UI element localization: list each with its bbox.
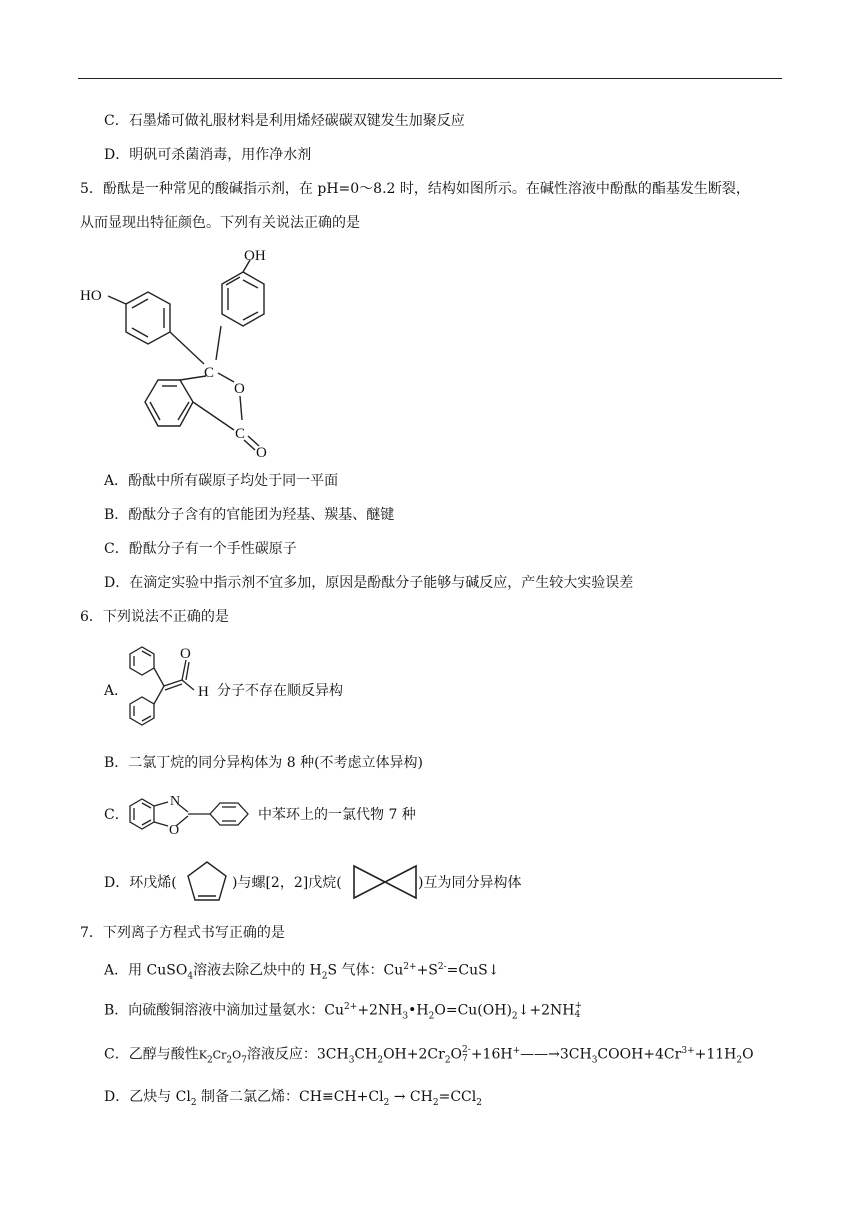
carbonyl-o-label: O: [256, 445, 267, 461]
q6-option-c-label: C．: [104, 807, 129, 823]
q6-option-a-label: A．: [104, 683, 129, 699]
q6-option-c-text: 中苯环上的一氯代物 7 种: [258, 807, 416, 823]
cyclopentene-structure: [182, 856, 232, 908]
q7-stem: 7．下列离子方程式书写正确的是: [80, 925, 285, 941]
q5-option-c: C．酚酞分子有一个手性碳原子: [104, 541, 297, 557]
q6-option-d-mid: )与螺[2，2]戊烷(: [232, 875, 342, 891]
phenylbenzoxazole-structure: [126, 790, 254, 840]
oxazole-n-label: N: [170, 794, 181, 809]
central-c-label: C: [204, 365, 215, 381]
q7-option-c: C．乙醇与酸性$K_2Cr_2O_7$溶液反应：$3CH_3CH_2OH+2Cr_2O$ 2- 7 $+16H^+——\to 3CH_3COOH+4Cr^{3+}+11H_2O$: [104, 1044, 754, 1066]
ring-o-label: O: [234, 381, 245, 397]
q5-option-a: A．酚酞中所有碳原子均处于同一平面: [104, 473, 339, 489]
oh-top-label: OH: [244, 248, 266, 264]
ho-left-label: HO: [80, 288, 102, 304]
q6-option-a-text: 分子不存在顺反异构: [217, 683, 343, 699]
q5-stem-line2: 从而显现出特征颜色。下列有关说法正确的是: [80, 215, 360, 231]
q5-option-b: B．酚酞分子含有的官能团为羟基、羰基、醚键: [104, 507, 395, 523]
oxazole-o-label: O: [169, 823, 180, 838]
carbonyl-c-label: C: [235, 426, 246, 442]
q7-option-a: A．用 CuSO$_4$溶液去除乙炔中的 $H_2S$ 气体：$Cu^{2+}+S^{2-}=CuS↓$: [104, 962, 500, 982]
q7-option-d: D．乙炔与 $Cl_2$ 制备二氯乙烯：$CH\equiv CH+Cl_2 \to CH_2=CCl_2$: [104, 1089, 482, 1108]
q6-stem: 6．下列说法不正确的是: [80, 609, 229, 625]
q6-option-d-label: D．环戊烯(: [104, 875, 177, 891]
aldehyde-o-label: O: [180, 646, 191, 662]
phenolphthalein-structure: [78, 240, 278, 465]
q6-option-d-end: )互为同分异构体: [418, 875, 522, 891]
q7-option-b: B．向硫酸铜溶液中滴加过量氨水：$Cu^{2+}+2NH_3•H_2O=Cu(OH)_2↓+2NH$ + 4: [104, 1000, 583, 1022]
q4-option-d: D．明矾可杀菌消毒，用作净水剂: [104, 147, 312, 163]
q4-option-c: C．石墨烯可做礼服材料是利用烯烃碳碳双键发生加聚反应: [104, 113, 465, 129]
aldehyde-h-label: H: [198, 684, 209, 700]
diphenylacrolein-structure: [124, 642, 219, 734]
q5-option-d: D．在滴定实验中指示剂不宜多加，原因是酚酞分子能够与碱反应，产生较大实验误差: [104, 575, 634, 591]
q6-option-b: B．二氯丁烷的同分异构体为 8 种(不考虑立体异构): [104, 755, 424, 771]
q5-stem-line1: 5．酚酞是一种常见的酸碱指示剂，在 pH=0～8.2 时，结构如图所示。在碱性溶液中酚酞的酯基发生断裂，: [80, 181, 750, 197]
spiropentane-structure: [352, 862, 418, 902]
header-rule: [78, 78, 782, 79]
